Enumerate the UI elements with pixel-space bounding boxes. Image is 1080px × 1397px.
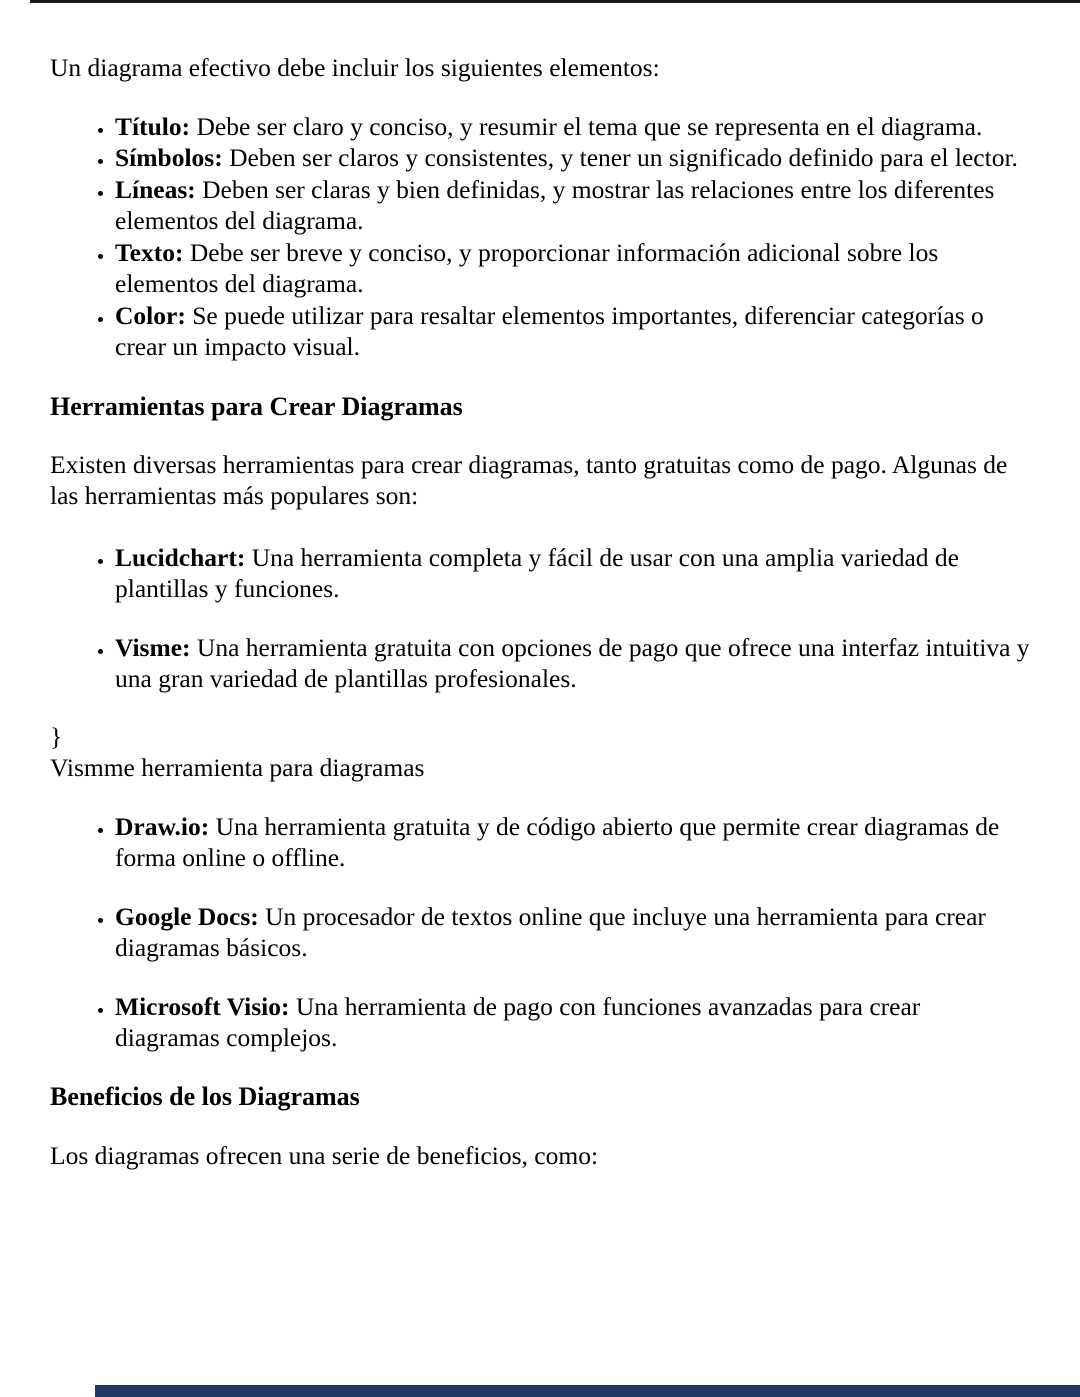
list-item-label: Lucidchart: bbox=[115, 542, 246, 572]
list-item-label: Título: bbox=[115, 111, 191, 141]
benefits-section-heading: Beneficios de los Diagramas bbox=[50, 1081, 360, 1111]
artifact-caption-line: Vismme herramienta para diagramas bbox=[50, 753, 425, 782]
benefits-intro-paragraph: Los diagramas ofrecen una serie de beneficios, como: bbox=[50, 1140, 599, 1170]
list-item-label: Google Docs: bbox=[115, 901, 259, 931]
list-item-label: Microsoft Visio: bbox=[115, 991, 290, 1021]
list-item bbox=[115, 991, 1030, 1054]
list-item-label: Visme: bbox=[115, 632, 191, 662]
list-item-text: Una herramienta gratuita con opciones de pago que ofrece una interfaz intuitiva y una gran variedad de plantillas profesionales. bbox=[115, 632, 1030, 693]
list-item-text: Un procesador de textos online que incluye una herramienta para crear diagramas básicos. bbox=[115, 901, 986, 962]
list-item bbox=[115, 111, 1030, 143]
list-item-text: Deben ser claras y bien definidas, y mostrar las relaciones entre los diferentes elementos del diagrama. bbox=[115, 174, 995, 235]
bottom-partial-element-bar bbox=[95, 1385, 1080, 1397]
list-item-text: Una herramienta gratuita y de código abierto que permite crear diagramas de forma online o offline. bbox=[115, 811, 1000, 872]
tools-intro-paragraph: Existen diversas herramientas para crear diagramas, tanto gratuitas como de pago. Algunas de las herramientas más populares son: bbox=[50, 449, 1008, 510]
list-item-label: Draw.io: bbox=[115, 811, 210, 841]
list-item-text: Se puede utilizar para resaltar elementos importantes, diferenciar categorías o crear un impacto visual. bbox=[115, 300, 984, 361]
list-item-label: Texto: bbox=[115, 237, 184, 267]
list-item-label: Color: bbox=[115, 300, 186, 330]
list-item bbox=[115, 901, 1030, 964]
tools-list-b bbox=[50, 811, 1030, 1054]
list-item bbox=[115, 174, 1030, 237]
list-item-text: Deben ser claros y consistentes, y tener un significado definido para el lector. bbox=[229, 143, 1018, 172]
list-item bbox=[115, 237, 1030, 300]
list-item-label: Símbolos: bbox=[115, 143, 223, 172]
intro-paragraph: Un diagrama efectivo debe incluir los siguientes elementos: bbox=[50, 53, 660, 82]
tools-list-a bbox=[50, 542, 1030, 695]
list-item bbox=[115, 300, 1030, 363]
list-item-text: Una herramienta de pago con funciones avanzadas para crear diagramas complejos. bbox=[115, 991, 921, 1052]
list-item-text: Una herramienta completa y fácil de usar con una amplia variedad de plantillas y funciones. bbox=[115, 542, 960, 603]
list-item bbox=[115, 811, 1030, 874]
list-item-text: Debe ser breve y conciso, y proporcionar información adicional sobre los elementos del diagrama. bbox=[115, 237, 939, 298]
code-artifact-block bbox=[50, 721, 1030, 784]
list-item bbox=[115, 142, 1030, 174]
list-item bbox=[115, 632, 1030, 695]
list-item bbox=[115, 542, 1030, 605]
artifact-brace-line: } bbox=[50, 721, 63, 751]
list-item-text: Debe ser claro y conciso, y resumir el tema que se representa en el diagrama. bbox=[196, 111, 983, 141]
tools-section-heading: Herramientas para Crear Diagramas bbox=[50, 391, 463, 421]
list-item-label: Líneas: bbox=[115, 174, 196, 204]
diagram-elements-list bbox=[50, 111, 1030, 363]
